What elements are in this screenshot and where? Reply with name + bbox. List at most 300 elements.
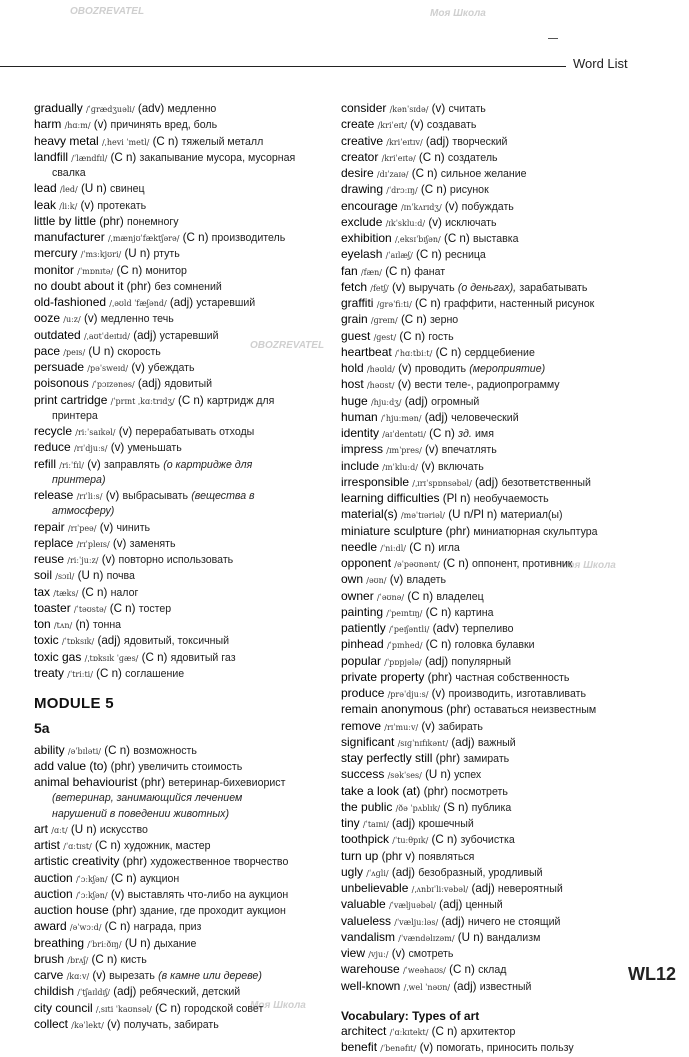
word-entry [341, 930, 661, 946]
transcription: /ˈvæljuəbəl/ [388, 901, 436, 911]
headword: pace [34, 343, 61, 358]
part-of-speech: (v) [431, 102, 446, 115]
watermark: Моя Школа [560, 560, 616, 571]
headword: toxic [34, 633, 59, 648]
translation: публика [471, 801, 512, 814]
word-entry [341, 312, 661, 328]
translation: медленно течь [100, 313, 174, 326]
transcription: /rɪˈdjuːs/ [73, 444, 108, 454]
headword: success [341, 767, 385, 782]
transcription: /ˈdrɔːɪŋ/ [386, 186, 418, 196]
headword: the public [341, 799, 393, 814]
part-of-speech: (C n) [104, 920, 131, 934]
headword: toxic gas [34, 649, 82, 664]
word-entry [341, 670, 661, 686]
part-of-speech: (U n) [88, 344, 115, 358]
part-of-speech: (v) [101, 553, 116, 566]
translation: оппонент, противник [471, 558, 573, 570]
translation: протекать [97, 199, 147, 212]
part-of-speech: (v) [419, 1041, 434, 1055]
transcription: /ɑːt/ [51, 825, 68, 835]
transcription: /kənˈsɪdə/ [389, 105, 429, 114]
part-of-speech: (adj) [391, 865, 416, 879]
transcription: /fæn/ [360, 267, 382, 277]
part-of-speech: (U n) [70, 822, 97, 836]
translation: забирать [438, 720, 483, 733]
headword: artistic creativity [34, 854, 120, 869]
part-of-speech: (adv) [137, 102, 165, 115]
transcription: /uːz/ [63, 315, 81, 325]
translation: понемногу [126, 215, 179, 228]
word-entry [34, 919, 330, 935]
part-of-speech: (adj) [441, 914, 465, 928]
part-of-speech: (v) [87, 457, 101, 471]
translation: заправлять [104, 458, 160, 471]
transcription: /ˈpɒpjələ/ [384, 657, 422, 667]
word-entry [34, 424, 330, 440]
word-entry [34, 887, 330, 903]
part-of-speech: (v) [421, 459, 435, 473]
headword: encourage [341, 198, 398, 213]
watermark: OBOZREVATEL [250, 340, 325, 351]
word-entry [341, 280, 661, 296]
word-entry [341, 816, 661, 832]
translation: ценный [465, 899, 503, 912]
word-entry [34, 181, 330, 197]
translation: картридж для [206, 394, 275, 407]
translation: заменять [129, 537, 176, 550]
part-of-speech: (phr) [110, 759, 136, 773]
headword: valuable [341, 897, 386, 912]
word-entry [34, 854, 330, 870]
watermark: Моя Школа [250, 1000, 306, 1011]
transcription: /ˌaʊtˈdeɪtɪd/ [83, 331, 130, 341]
headword: needle [341, 539, 378, 554]
translation: фанат [414, 265, 446, 278]
part-of-speech: (v) [93, 118, 108, 132]
transcription: /ˈtəʊstə/ [73, 604, 107, 614]
translation-continued: принтера) [52, 473, 106, 486]
section-heading: 5a [34, 720, 50, 737]
part-of-speech: (adj) [425, 134, 450, 148]
translation-continued: нарушений в поведении животных) [52, 807, 230, 820]
translation: художник, мастер [123, 840, 211, 852]
transcription: /rɪˈmuːv/ [384, 722, 419, 732]
headword: add value (to) [34, 758, 108, 773]
transcription: /ˌɪrɪˈspɒnsəbəl/ [412, 478, 472, 488]
headword: reuse [34, 552, 65, 566]
part-of-speech: (C n) [177, 393, 204, 407]
headword: exclude [341, 214, 383, 229]
word-entry [341, 377, 661, 393]
part-of-speech: (v) [105, 489, 120, 502]
word-entry [341, 849, 661, 865]
word-entry [34, 134, 330, 150]
translation: архитектор [460, 1026, 516, 1038]
translation: материал(ы) [500, 509, 563, 522]
headword: vandalism [341, 929, 396, 944]
transcription: /brʌʃ/ [67, 955, 89, 965]
word-entry [34, 585, 330, 601]
word-entry [341, 800, 661, 816]
part-of-speech: (v) [99, 520, 114, 534]
headword: gradually [34, 101, 83, 115]
word-entry [34, 198, 330, 214]
headword: irresponsible [341, 474, 410, 489]
transcription: /peɪs/ [63, 347, 86, 357]
word-entry [34, 666, 330, 682]
headword: poisonous [34, 376, 89, 391]
translation: создавать [426, 119, 477, 132]
transcription: /ɪnˈkluːd/ [382, 462, 418, 472]
word-entry [34, 311, 330, 327]
translation: создатель [447, 151, 498, 164]
translation: уменьшать [127, 442, 182, 455]
word-entry [34, 775, 330, 791]
word-entry [341, 329, 661, 345]
word-entry [34, 263, 330, 279]
translation: почва [106, 570, 135, 583]
word-entry [341, 101, 661, 117]
header-tick [548, 38, 558, 39]
transcription: /ɪkˈskluːd/ [385, 218, 426, 228]
transcription: /ˈbriːðɪŋ/ [87, 939, 122, 949]
transcription: /ˈɡrædʒuəli/ [85, 105, 135, 114]
part-of-speech: (C n) [418, 150, 445, 164]
translation: награда, приз [133, 921, 202, 934]
headword: auction [34, 886, 73, 901]
part-of-speech: (C n) [91, 952, 118, 966]
word-entry [34, 328, 330, 344]
headword: architect [341, 1024, 387, 1038]
translation: невероятный [497, 883, 563, 895]
word-entry [34, 601, 330, 617]
translation: выставка [472, 233, 519, 245]
part-of-speech: (v) [110, 441, 125, 455]
headword: print cartridge [34, 392, 108, 407]
module-heading: MODULE 5 [34, 695, 114, 712]
headword: take a look (at) [341, 783, 421, 798]
translation: вандализм [486, 931, 541, 944]
word-entry [341, 686, 661, 702]
headword: creator [341, 149, 379, 164]
word-entry [341, 589, 661, 605]
headword: benefit [341, 1040, 378, 1055]
part-of-speech: (phr) [99, 214, 124, 228]
transcription: /fetʃ/ [370, 283, 389, 293]
translation: необучаемость [473, 493, 549, 505]
translation: без сомнений [154, 280, 222, 293]
headword: drawing [341, 182, 384, 197]
translation: ветеринар-бихевиорист [168, 777, 286, 789]
translation: рисунок [449, 184, 489, 197]
headword: painting [341, 604, 384, 619]
transcription: /ˈprɪnt ˌkɑːtrɪdʒ/ [110, 396, 175, 406]
headword: harm [34, 117, 62, 132]
part-of-speech: (v) [397, 378, 412, 392]
part-of-speech: (C n) [116, 263, 143, 277]
transcription: /aɪˈdentəti/ [382, 430, 426, 439]
translation-continued: атмосферу) [52, 505, 115, 518]
translation: успех [454, 769, 482, 782]
word-entry [341, 702, 661, 718]
word-entry [341, 751, 661, 767]
word-entry [34, 101, 330, 117]
translation: огромный [431, 395, 480, 408]
word-entry [341, 946, 661, 962]
part-of-speech: (C n) [431, 833, 458, 847]
headword: ability [34, 742, 65, 757]
part-of-speech: (adj) [453, 979, 477, 993]
word-entry [341, 605, 661, 621]
translation: устаревший [159, 329, 219, 342]
headword: fetch [341, 279, 368, 294]
word-entry [341, 897, 661, 913]
part-of-speech: (v) [80, 198, 95, 212]
headword: soil [34, 568, 53, 583]
translation: считать [448, 103, 486, 115]
transcription: /həʊst/ [366, 381, 395, 391]
part-of-speech: (C n) [407, 589, 434, 603]
part-of-speech: (U n) [124, 936, 151, 950]
part-of-speech: (Pl n) [442, 492, 471, 505]
part-of-speech: (v) [107, 1017, 121, 1031]
headword: popular [341, 653, 382, 668]
headword: view [341, 946, 366, 960]
word-entry [341, 524, 661, 540]
word-entry [341, 150, 661, 166]
word-entry [341, 735, 661, 751]
translation: появляться [418, 850, 475, 863]
part-of-speech: (C n) [81, 585, 108, 599]
headword: remain anonymous [341, 702, 444, 717]
transcription: /ˌmænjʊˈfæktʃərə/ [107, 234, 180, 243]
transcription: /ˈvæljuːləs/ [394, 917, 439, 927]
word-entry [34, 1017, 330, 1033]
word-entry [34, 117, 330, 133]
transcription: /səkˈses/ [387, 771, 422, 781]
left-column [34, 101, 330, 1033]
transcription: /ˈhɑːtbiːt/ [394, 348, 433, 358]
translation: причинять вред, боль [110, 119, 218, 132]
translation: производить, изготавливать [448, 688, 586, 700]
headword: leak [34, 197, 57, 212]
word-entry [34, 903, 330, 919]
headword: fan [341, 263, 358, 278]
headword: auction house [34, 903, 109, 917]
headword: grain [341, 312, 368, 327]
part-of-speech: (adv) [432, 622, 459, 635]
headword: turn up [341, 848, 379, 863]
translation: безобразный, уродливый [418, 866, 543, 879]
part-of-speech: (U n/Pl n) [448, 508, 498, 522]
headword: graffiti [341, 296, 374, 310]
headword: childish [34, 984, 75, 999]
transcription: /ˈpeɪntɪŋ/ [386, 608, 423, 618]
word-entry [341, 637, 661, 653]
transcription: /led/ [59, 185, 78, 195]
transcription: /kɑːv/ [66, 972, 90, 981]
translation: сильное желание [440, 168, 527, 180]
translation: закапывание мусора, мусорная [139, 151, 296, 164]
part-of-speech: (adj) [451, 735, 475, 749]
transcription: /ˈɑːtɪst/ [63, 842, 92, 851]
part-of-speech: (U n) [124, 247, 151, 261]
word-entry [341, 442, 661, 458]
part-of-speech: (v) [444, 199, 459, 213]
translation: монитор [145, 264, 187, 277]
translation: ртуть [153, 248, 180, 261]
word-entry [341, 572, 661, 588]
transcription: /həʊld/ [366, 365, 395, 374]
translation: получать, забирать [123, 1018, 219, 1031]
headword: include [341, 458, 380, 473]
transcription: /ˌhevi ˈmetl/ [101, 137, 150, 147]
transcription: /ˈbenəfɪt/ [380, 1044, 417, 1054]
part-of-speech: (adj) [404, 394, 428, 408]
translation-continued: свалка [52, 167, 86, 179]
part-of-speech: (C n) [435, 345, 462, 359]
usage-note: зд. [458, 428, 472, 440]
part-of-speech: (phr) [445, 524, 471, 538]
headword: opponent [341, 556, 392, 570]
part-of-speech: (v) [83, 312, 98, 326]
part-of-speech: (adj) [439, 898, 463, 912]
part-of-speech: (v) [391, 947, 406, 960]
translation: игла [438, 541, 460, 554]
word-entry [34, 488, 330, 504]
word-entry [341, 507, 661, 523]
translation: вырезать [109, 970, 155, 982]
word-entry [341, 865, 661, 881]
translation: соглашение [125, 667, 185, 680]
word-entry [341, 117, 661, 133]
transcription: /əˈbɪləti/ [67, 746, 101, 756]
transcription: /vjuː/ [368, 950, 389, 959]
part-of-speech: (adj) [475, 475, 499, 489]
word-entry [341, 166, 661, 182]
word-entry [341, 784, 661, 800]
part-of-speech: (C n) [104, 743, 130, 757]
headword: guest [341, 328, 371, 343]
transcription: /pəˈsweɪd/ [87, 364, 129, 373]
part-of-speech: (phr) [122, 855, 148, 869]
word-entry [34, 393, 330, 409]
translation: дыхание [153, 937, 197, 950]
headword: reduce [34, 440, 71, 455]
word-entry [34, 633, 330, 649]
headword: ooze [34, 311, 61, 326]
transcription: /ˈpeɪʃəntli/ [388, 625, 430, 634]
headword: valueless [341, 913, 392, 928]
headword: treaty [34, 665, 65, 680]
headword: pinhead [341, 637, 384, 652]
headword: tiny [341, 816, 360, 830]
part-of-speech: (C n) [110, 871, 137, 885]
transcription: /əˈwɔːd/ [69, 923, 102, 933]
part-of-speech: (C n) [443, 232, 470, 245]
part-of-speech: (v) [131, 361, 145, 374]
transcription: /ˈʌɡli/ [366, 868, 389, 878]
part-of-speech: (phr) [126, 279, 152, 293]
word-entry [341, 296, 661, 312]
headword: stay perfectly still [341, 751, 433, 765]
vocabulary-heading: Vocabulary: Types of art [341, 1008, 480, 1023]
headword: award [34, 919, 67, 934]
headword: patiently [341, 621, 386, 635]
part-of-speech: (adj) [97, 634, 121, 648]
part-of-speech: (C n) [155, 1001, 181, 1015]
transcription: /ˌsɪti ˈkaʊnsəl/ [95, 1004, 152, 1014]
word-entry [34, 295, 330, 311]
translation: ядовитый [164, 378, 213, 391]
part-of-speech: (C n) [182, 231, 209, 244]
headword: human [341, 409, 378, 424]
translation: возможность [133, 744, 197, 757]
part-of-speech: (v) [118, 425, 133, 438]
part-of-speech: (v) [428, 215, 442, 229]
part-of-speech: (C n) [420, 183, 447, 197]
translation: медленно [167, 103, 217, 115]
transcription: /kriˈeɪtə/ [381, 153, 416, 163]
headword: brush [34, 951, 65, 966]
translation: впечатлять [441, 444, 497, 457]
translation: выручать [408, 281, 455, 294]
translation: побуждать [461, 200, 514, 213]
word-entry [34, 936, 330, 952]
part-of-speech: (C n) [409, 540, 435, 554]
translation: аукцион [139, 872, 180, 885]
part-of-speech: (phr) [435, 752, 461, 765]
word-entry [341, 540, 661, 556]
word-entry [341, 264, 661, 280]
word-entry [341, 491, 661, 507]
word-entry [34, 650, 330, 666]
word-entry [341, 231, 661, 247]
headword: mercury [34, 246, 78, 261]
transcription: /ðə ˈpʌblɪk/ [395, 803, 441, 813]
transcription: /riːˈjuːz/ [67, 556, 99, 565]
transcription: /ˈpɔɪzənəs/ [91, 380, 135, 390]
word-entry [34, 246, 330, 262]
translation: владелец [436, 590, 484, 603]
headword: host [341, 377, 364, 392]
part-of-speech: (v) [410, 118, 424, 132]
part-of-speech: (C n) [94, 839, 121, 852]
part-of-speech: (C n) [385, 264, 411, 278]
headword: animal behaviourist [34, 775, 138, 789]
translation: ядовитый газ [170, 651, 236, 664]
headword: carve [34, 968, 64, 982]
part-of-speech: (adj) [137, 377, 162, 391]
translation: замирать [463, 753, 510, 765]
part-of-speech: (v) [425, 443, 439, 457]
translation: перерабатывать отходы [135, 426, 255, 438]
headword: desire [341, 166, 374, 180]
transcription: /ˈweəhaʊs/ [402, 966, 446, 976]
part-of-speech: (C n) [416, 248, 442, 262]
word-entry [341, 215, 661, 231]
part-of-speech: (C n) [399, 329, 426, 343]
word-entry [34, 984, 330, 1000]
transcription: /ˌəʊld ˈfæʃənd/ [109, 299, 167, 308]
word-entry [34, 214, 330, 230]
part-of-speech: (adj) [471, 882, 495, 895]
part-of-speech: (phr) [423, 784, 449, 798]
part-of-speech: (phr) [427, 670, 453, 684]
transcription: /ˈvændəlɪzəm/ [398, 933, 455, 943]
transcription: /ˈaɪlæʃ/ [385, 251, 413, 261]
